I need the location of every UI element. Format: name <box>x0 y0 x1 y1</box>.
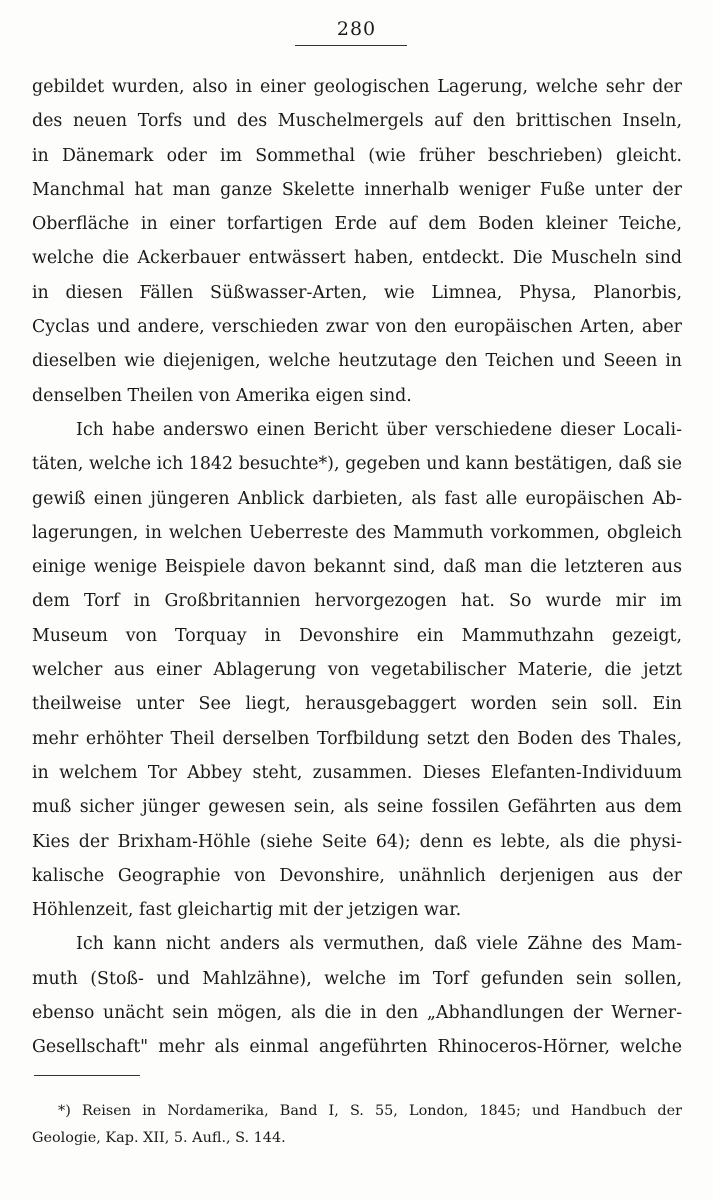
text-line: Museum von Torquay in Devonshire ein Mammuthzahn gezeigt, <box>32 625 682 646</box>
text-line: Ich habe anderswo einen Bericht über verschiedene dieser Locali- <box>76 419 682 440</box>
text-line: einige wenige Beispiele davon bekannt sind, daß man die letzteren aus <box>32 557 682 578</box>
footnote <box>32 1098 682 1152</box>
text-line: Höhlenzeit, fast gleichartig mit der jetzigen war. <box>32 900 462 921</box>
text-line: muß sicher jünger gewesen sein, als seine fossilen Gefährten aus dem <box>32 797 682 818</box>
text-line: dem Torf in Großbritannien hervorgezogen hat. So wurde mir im <box>32 591 682 612</box>
text-line: kalische Geographie von Devonshire, unähnlich derjenigen aus der <box>32 865 682 886</box>
text-line: dieselben wie diejenigen, welche heutzutage den Teichen und Seeen in <box>32 351 682 372</box>
text-line: mehr erhöhter Theil derselben Torfbildung setzt den Boden des Thales, <box>32 728 682 749</box>
text-line: Oberfläche in einer torfartigen Erde auf dem Boden kleiner Teiche, <box>32 214 682 235</box>
text-line: Manchmal hat man ganze Skelette innerhalb weniger Fuße unter der <box>32 179 682 200</box>
text-line: theilweise unter See liegt, herausgebaggert worden sein soll. Ein <box>32 694 682 715</box>
text-line: des neuen Torfs und des Muschelmergels auf den brittischen Inseln, <box>32 111 682 132</box>
body-text <box>32 70 682 1065</box>
footnote-line: *) Reisen in Nordamerika, Band I, S. 55, London, 1845; und Handbuch der <box>58 1103 682 1119</box>
text-line: in Dänemark oder im Sommethal (wie früher beschrieben) gleicht. <box>32 145 682 166</box>
text-line: in diesen Fällen Süßwasser-Arten, wie Limnea, Physa, Planorbis, <box>32 282 682 303</box>
paragraph <box>32 70 682 413</box>
paragraph <box>32 927 682 1064</box>
text-line: welcher aus einer Ablagerung von vegetabilischer Materie, die jetzt <box>32 660 682 681</box>
text-line: Gesellschaft" mehr als einmal angeführten Rhinoceros-Hörner, welche <box>32 1037 682 1058</box>
paragraph <box>32 413 682 927</box>
text-line: Cyclas und andere, verschieden zwar von den europäischen Arten, aber <box>32 317 682 338</box>
footnote-rule <box>34 1075 140 1076</box>
text-line: muth (Stoß- und Mahlzähne), welche im Torf gefunden sein sollen, <box>32 968 682 989</box>
footnote-line: Geologie, Kap. XII, 5. Aufl., S. 144. <box>32 1130 286 1146</box>
text-line: welche die Ackerbauer entwässert haben, entdeckt. Die Muscheln sind <box>32 248 682 269</box>
header-rule <box>295 45 407 46</box>
text-line: denselben Theilen von Amerika eigen sind. <box>32 385 412 406</box>
text-line: gebildet wurden, also in einer geologischen Lagerung, welche sehr der <box>32 77 682 97</box>
text-line: lagerungen, in welchen Ueberreste des Mammuth vorkommen, obgleich <box>32 522 682 543</box>
text-line: Ich kann nicht anders als vermuthen, daß viele Zähne des Mam- <box>76 934 682 955</box>
text-line: in welchem Tor Abbey steht, zusammen. Dieses Elefanten-Individuum <box>32 762 682 783</box>
text-line: gewiß einen jüngeren Anblick darbieten, als fast alle europäischen Ab- <box>32 488 682 509</box>
text-line: täten, welche ich 1842 besuchte*), gegeben und kann bestätigen, daß sie <box>32 454 682 475</box>
text-line: ebenso unächt sein mögen, als die in den „Abhandlungen der Werner- <box>32 1003 682 1024</box>
text-line: Kies der Brixham-Höhle (siehe Seite 64); denn es lebte, als die physi- <box>32 831 682 852</box>
page-number: 280 <box>336 18 377 40</box>
